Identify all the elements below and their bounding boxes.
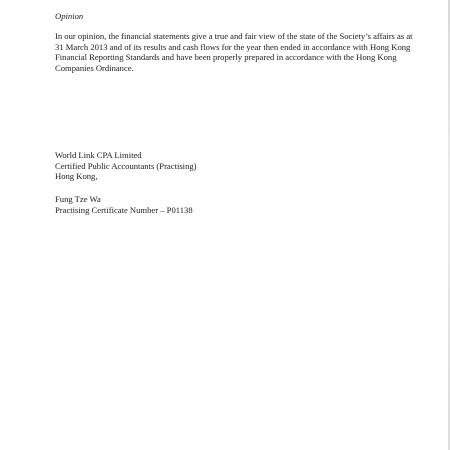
opinion-line: In our opinion, the financial statements give a true and fair view of the state of the Society’s affairs as at [55, 31, 413, 41]
opinion-paragraph [55, 31, 413, 73]
opinion-line: Companies Ordinance. [55, 62, 134, 73]
signatory-block [55, 194, 193, 215]
firm-name: World Link CPA Limited [55, 150, 142, 160]
signatory-name: Fung Tze Wa [55, 194, 101, 204]
firm-location: Hong Kong, [55, 171, 98, 182]
opinion-line: Financial Reporting Standards and have been properly prepared in accordance with the Hong Kong [55, 52, 397, 63]
firm-title: Certified Public Accountants (Practising) [55, 160, 197, 171]
certificate-number: Practising Certificate Number – P01138 [55, 204, 193, 215]
opinion-line: 31 March 2013 and of its results and cash flows for the year then ended in accordance with Hong Kong [55, 41, 411, 52]
section-heading: Opinion [55, 11, 84, 21]
firm-block [55, 150, 197, 182]
